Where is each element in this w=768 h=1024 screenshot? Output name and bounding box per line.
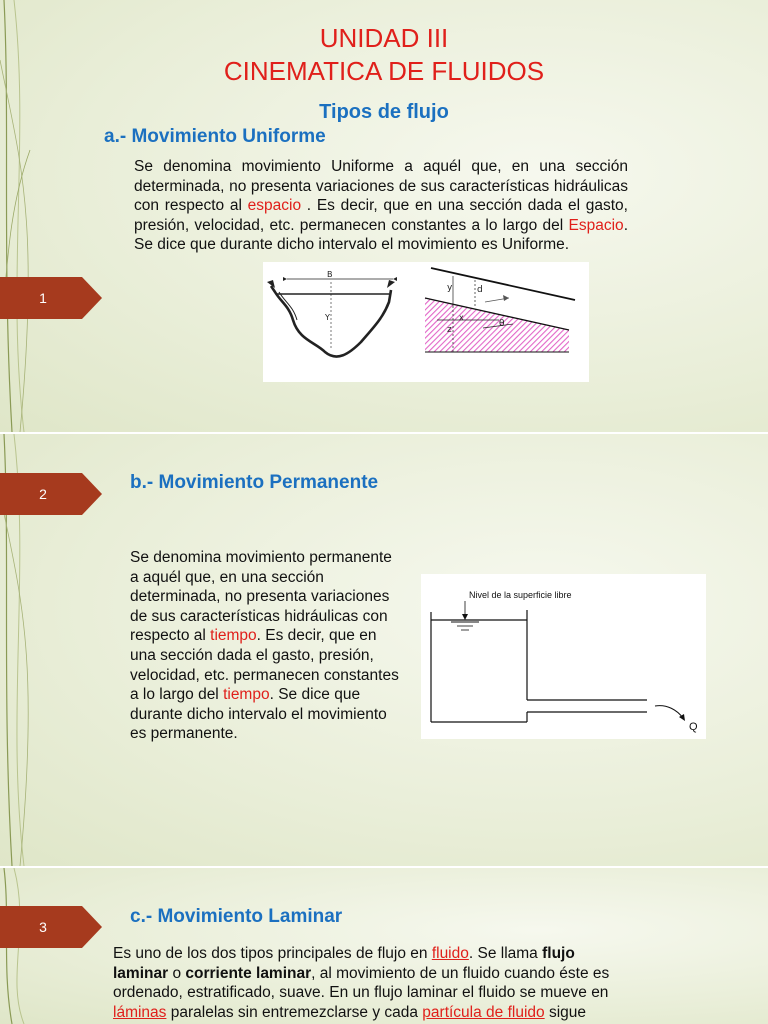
link-fluido[interactable]: fluido (431, 945, 469, 962)
slide-2 (0, 434, 768, 866)
heading-permanente: b.- Movimiento Permanente (130, 472, 379, 493)
label-theta: θ (499, 319, 505, 329)
link-particula-de-fluido[interactable]: partícula de fluido (422, 1003, 545, 1021)
heading-laminar: c.- Movimiento Laminar (130, 906, 343, 927)
slide-number: 2 (39, 486, 47, 502)
slide-number-badge (0, 277, 102, 319)
paragraph-laminar: Es uno de los dos tipos principales de flujo en fluido. Se llama flujo laminar o corriente laminar, al movimiento de un fluido cuando éste es ordenado, estratificado, suave. En un flujo laminar el fluido se mueve en láminas paralelas sin entremezclarse y cada partícula de fluido sigue (113, 945, 610, 1021)
slide-number: 1 (39, 290, 47, 306)
paragraph-permanente: Se denomina movimiento permanente a aquél que, en una sección determinada, no presenta variaciones de sus características hidráulicas con respecto al tiempo. Es decir, que en una sección dada el gasto, presión, velocidad, etc. permanecen constantes a lo largo del tiempo. Se dice que durante dicho intervalo el movimiento es permanente. (130, 549, 399, 743)
label-x: x (459, 313, 464, 322)
unit-subtitle: CINEMATICA DE FLUIDOS (223, 56, 545, 86)
keyword-tiempo: tiempo (210, 627, 257, 645)
keyword-espacio: espacio (247, 197, 302, 215)
keyword-espacio-2: Espacio (568, 216, 624, 234)
label-y: y (447, 283, 453, 293)
label-d: d (477, 285, 483, 295)
slide-number: 3 (39, 919, 47, 935)
unit-title: UNIDAD III (319, 23, 449, 53)
figure-uniform-flow (263, 262, 589, 382)
label-z: z (447, 325, 452, 335)
label-nivel-superficie-libre: Nivel de la superficie libre (469, 590, 572, 600)
label-q: Q (689, 721, 698, 733)
keyword-tiempo-2: tiempo (223, 686, 270, 704)
link-laminas[interactable]: láminas (113, 1003, 167, 1021)
paragraph-uniforme: Se denomina movimiento Uniforme a aquél que, en una sección determinada, no presenta variaciones de sus características hidráulicas con respecto al espacio . Es decir, que en una sección dada el gasto, presión, velocidad, etc. permanecen constantes a lo largo del Espacio. Se dice que durante dicho intervalo el movimiento es Uniforme. (134, 158, 628, 254)
slide-number-badge (0, 906, 102, 948)
label-y-channel: Y (325, 313, 330, 322)
slide-3 (0, 868, 768, 1024)
section-title: Tipos de flujo (319, 101, 449, 123)
label-b: B (327, 270, 333, 279)
heading-uniforme: a.- Movimiento Uniforme (104, 126, 326, 147)
slide-number-badge (0, 473, 102, 515)
slide-1 (0, 0, 768, 432)
figure-tank-discharge (421, 574, 706, 739)
